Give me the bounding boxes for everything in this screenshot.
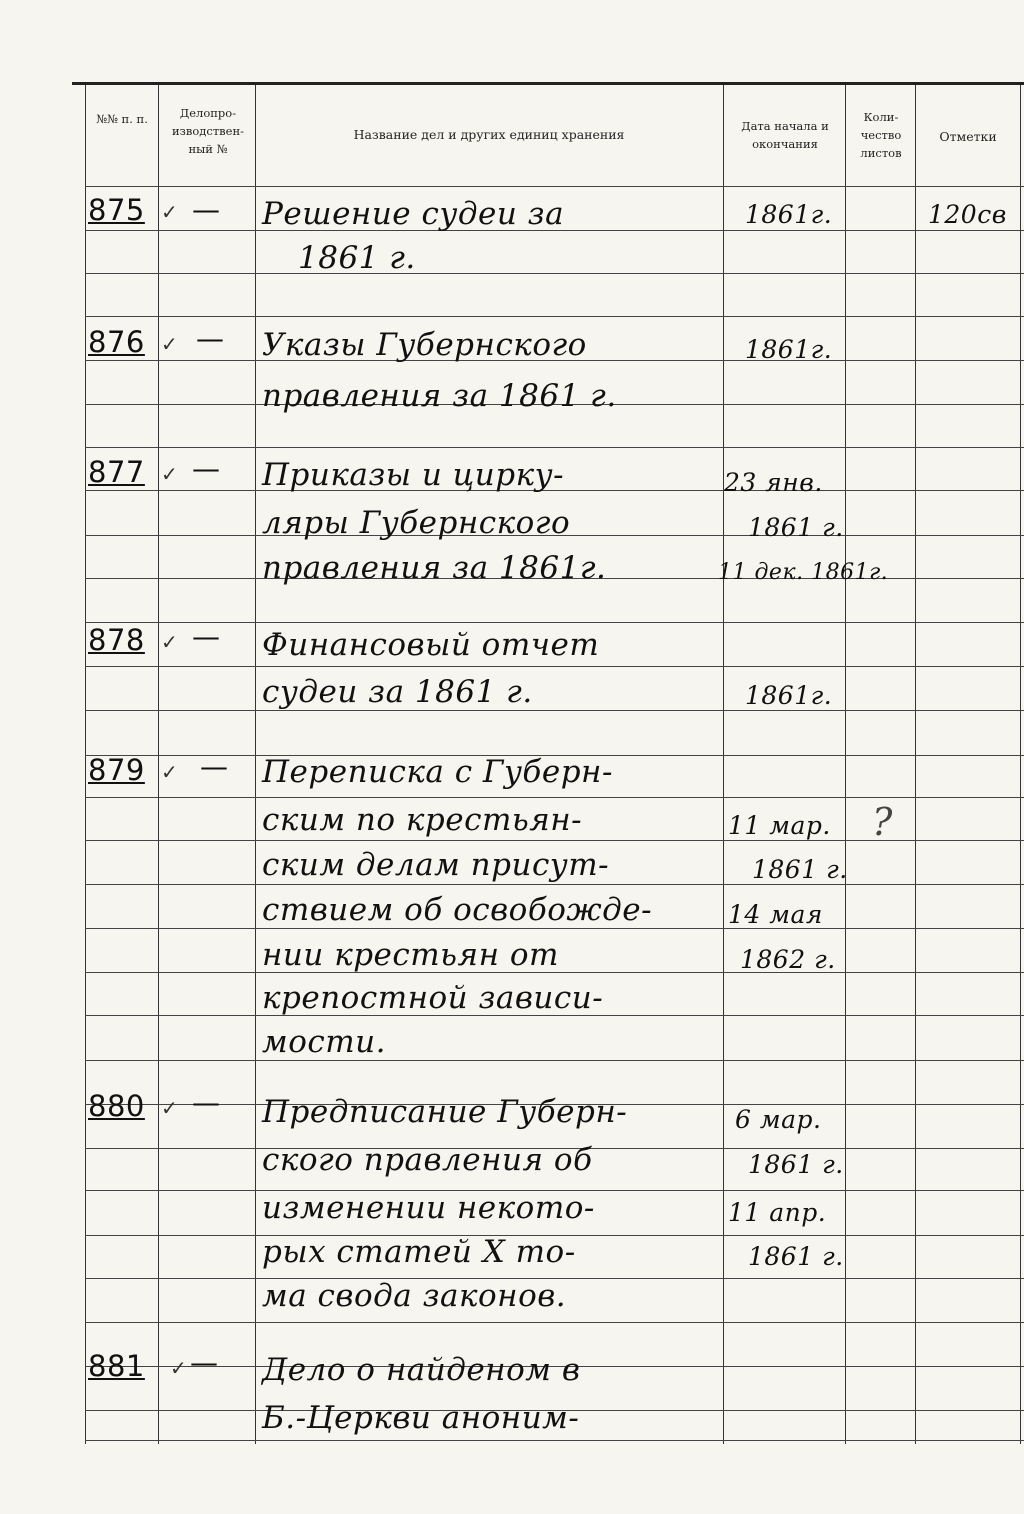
entry-date: 11 дек. 1861г. <box>718 560 889 585</box>
header-dates: Дата начала и окончания <box>741 119 829 151</box>
dash: — <box>190 1346 218 1379</box>
row-rule <box>85 1322 1024 1323</box>
row-rule <box>85 316 1024 317</box>
row-rule <box>85 1440 1024 1441</box>
col-rule <box>1020 85 1021 1444</box>
entry-title-line: Решение судеи за <box>262 196 565 232</box>
col-rule <box>255 85 256 1444</box>
dash: — <box>200 750 228 783</box>
header-office-num: Делопро-изводствен-ный № <box>171 106 245 156</box>
entry-title-line: ским делам присут- <box>262 847 610 883</box>
row-rule <box>85 622 1024 623</box>
entry-title-line: изменении некото- <box>262 1190 595 1226</box>
entry-title-line: Приказы и цирку- <box>262 457 565 493</box>
row-rule <box>85 447 1024 448</box>
header-rule <box>85 186 1024 187</box>
header-title: Название дел и других единиц хранения <box>353 127 625 142</box>
header-sheets: Коли-чество листов <box>860 110 902 160</box>
entry-title-line: 1861 г. <box>298 240 416 276</box>
entry-number: 878 <box>88 623 145 657</box>
entry-title-line: Предписание Губерн- <box>262 1094 628 1130</box>
dash: — <box>196 322 224 355</box>
col-rule <box>845 85 846 1444</box>
entry-date: 11 апр. <box>728 1198 827 1227</box>
entry-date: 6 мар. <box>735 1105 822 1134</box>
entry-title-line: ского правления об <box>262 1142 593 1178</box>
entry-title-line: крепостной зависи- <box>262 980 604 1016</box>
entry-title-line: мости. <box>262 1024 386 1060</box>
header-notes: Отметки <box>939 129 997 144</box>
entry-date: 14 мая <box>728 900 823 929</box>
entry-title-line: рых статей X то- <box>262 1234 576 1270</box>
entry-title-line: судеи за 1861 г. <box>262 674 533 710</box>
entry-title-line: нии крестьян от <box>262 937 559 973</box>
col-rule <box>915 85 916 1444</box>
entry-date: 11 мар. <box>728 811 831 840</box>
entry-date: 1861г. <box>745 200 833 229</box>
entry-date: 1861 г. <box>748 1242 844 1271</box>
dash: — <box>192 1086 220 1119</box>
entry-title-line: Финансовый отчет <box>262 627 600 663</box>
entry-title-line: правления за 1861г. <box>262 550 607 586</box>
entry-date: 1862 г. <box>740 945 836 974</box>
row-rule <box>85 710 1024 711</box>
entry-date: 1861г. <box>745 335 833 364</box>
top-rule <box>72 82 1024 85</box>
col-rule <box>85 85 86 1444</box>
row-rule <box>85 1060 1024 1061</box>
check-mark: ✓ <box>161 630 178 654</box>
check-mark: ✓ <box>161 332 178 356</box>
entry-date: 1861 г. <box>752 855 848 884</box>
header-num: №№ п. п. <box>96 112 148 126</box>
entry-number: 880 <box>88 1089 145 1123</box>
entry-number: 875 <box>88 193 145 227</box>
entry-title-line: Указы Губернского <box>262 327 587 363</box>
entry-title-line: Дело о найденом в <box>262 1352 581 1388</box>
check-mark: ✓ <box>161 1096 178 1120</box>
col-rule <box>158 85 159 1444</box>
col-rule <box>723 85 724 1444</box>
question-mark: ? <box>872 800 893 844</box>
entry-title-line: ствием об освобожде- <box>262 892 653 928</box>
dash: — <box>192 193 220 226</box>
entry-date: 1861 г. <box>748 1150 844 1179</box>
check-mark: ✓ <box>161 462 178 486</box>
entry-number: 877 <box>88 455 145 489</box>
entry-title-line: ским по крестьян- <box>262 802 583 838</box>
check-mark: ✓ <box>170 1356 187 1380</box>
entry-date: 1861г. <box>745 681 833 710</box>
entry-title-line: правления за 1861 г. <box>262 378 617 414</box>
entry-title-line: Б.-Церкви аноним- <box>262 1400 580 1436</box>
check-mark: ✓ <box>161 200 178 224</box>
entry-number: 881 <box>88 1349 145 1383</box>
entry-note: 120св <box>928 200 1007 229</box>
dash: — <box>192 620 220 653</box>
entry-number: 876 <box>88 325 145 359</box>
entry-number: 879 <box>88 753 145 787</box>
entry-title-line: ляры Губернского <box>262 505 571 541</box>
check-mark: ✓ <box>161 760 178 784</box>
entry-date: 1861 г. <box>748 513 844 542</box>
entry-title-line: Переписка с Губерн- <box>262 754 613 790</box>
row-rule <box>85 273 1024 274</box>
row-rule <box>85 666 1024 667</box>
entry-title-line: ма свода законов. <box>262 1278 567 1314</box>
row-rule <box>85 797 1024 798</box>
dash: — <box>192 452 220 485</box>
entry-date: 23 янв. <box>724 468 823 497</box>
